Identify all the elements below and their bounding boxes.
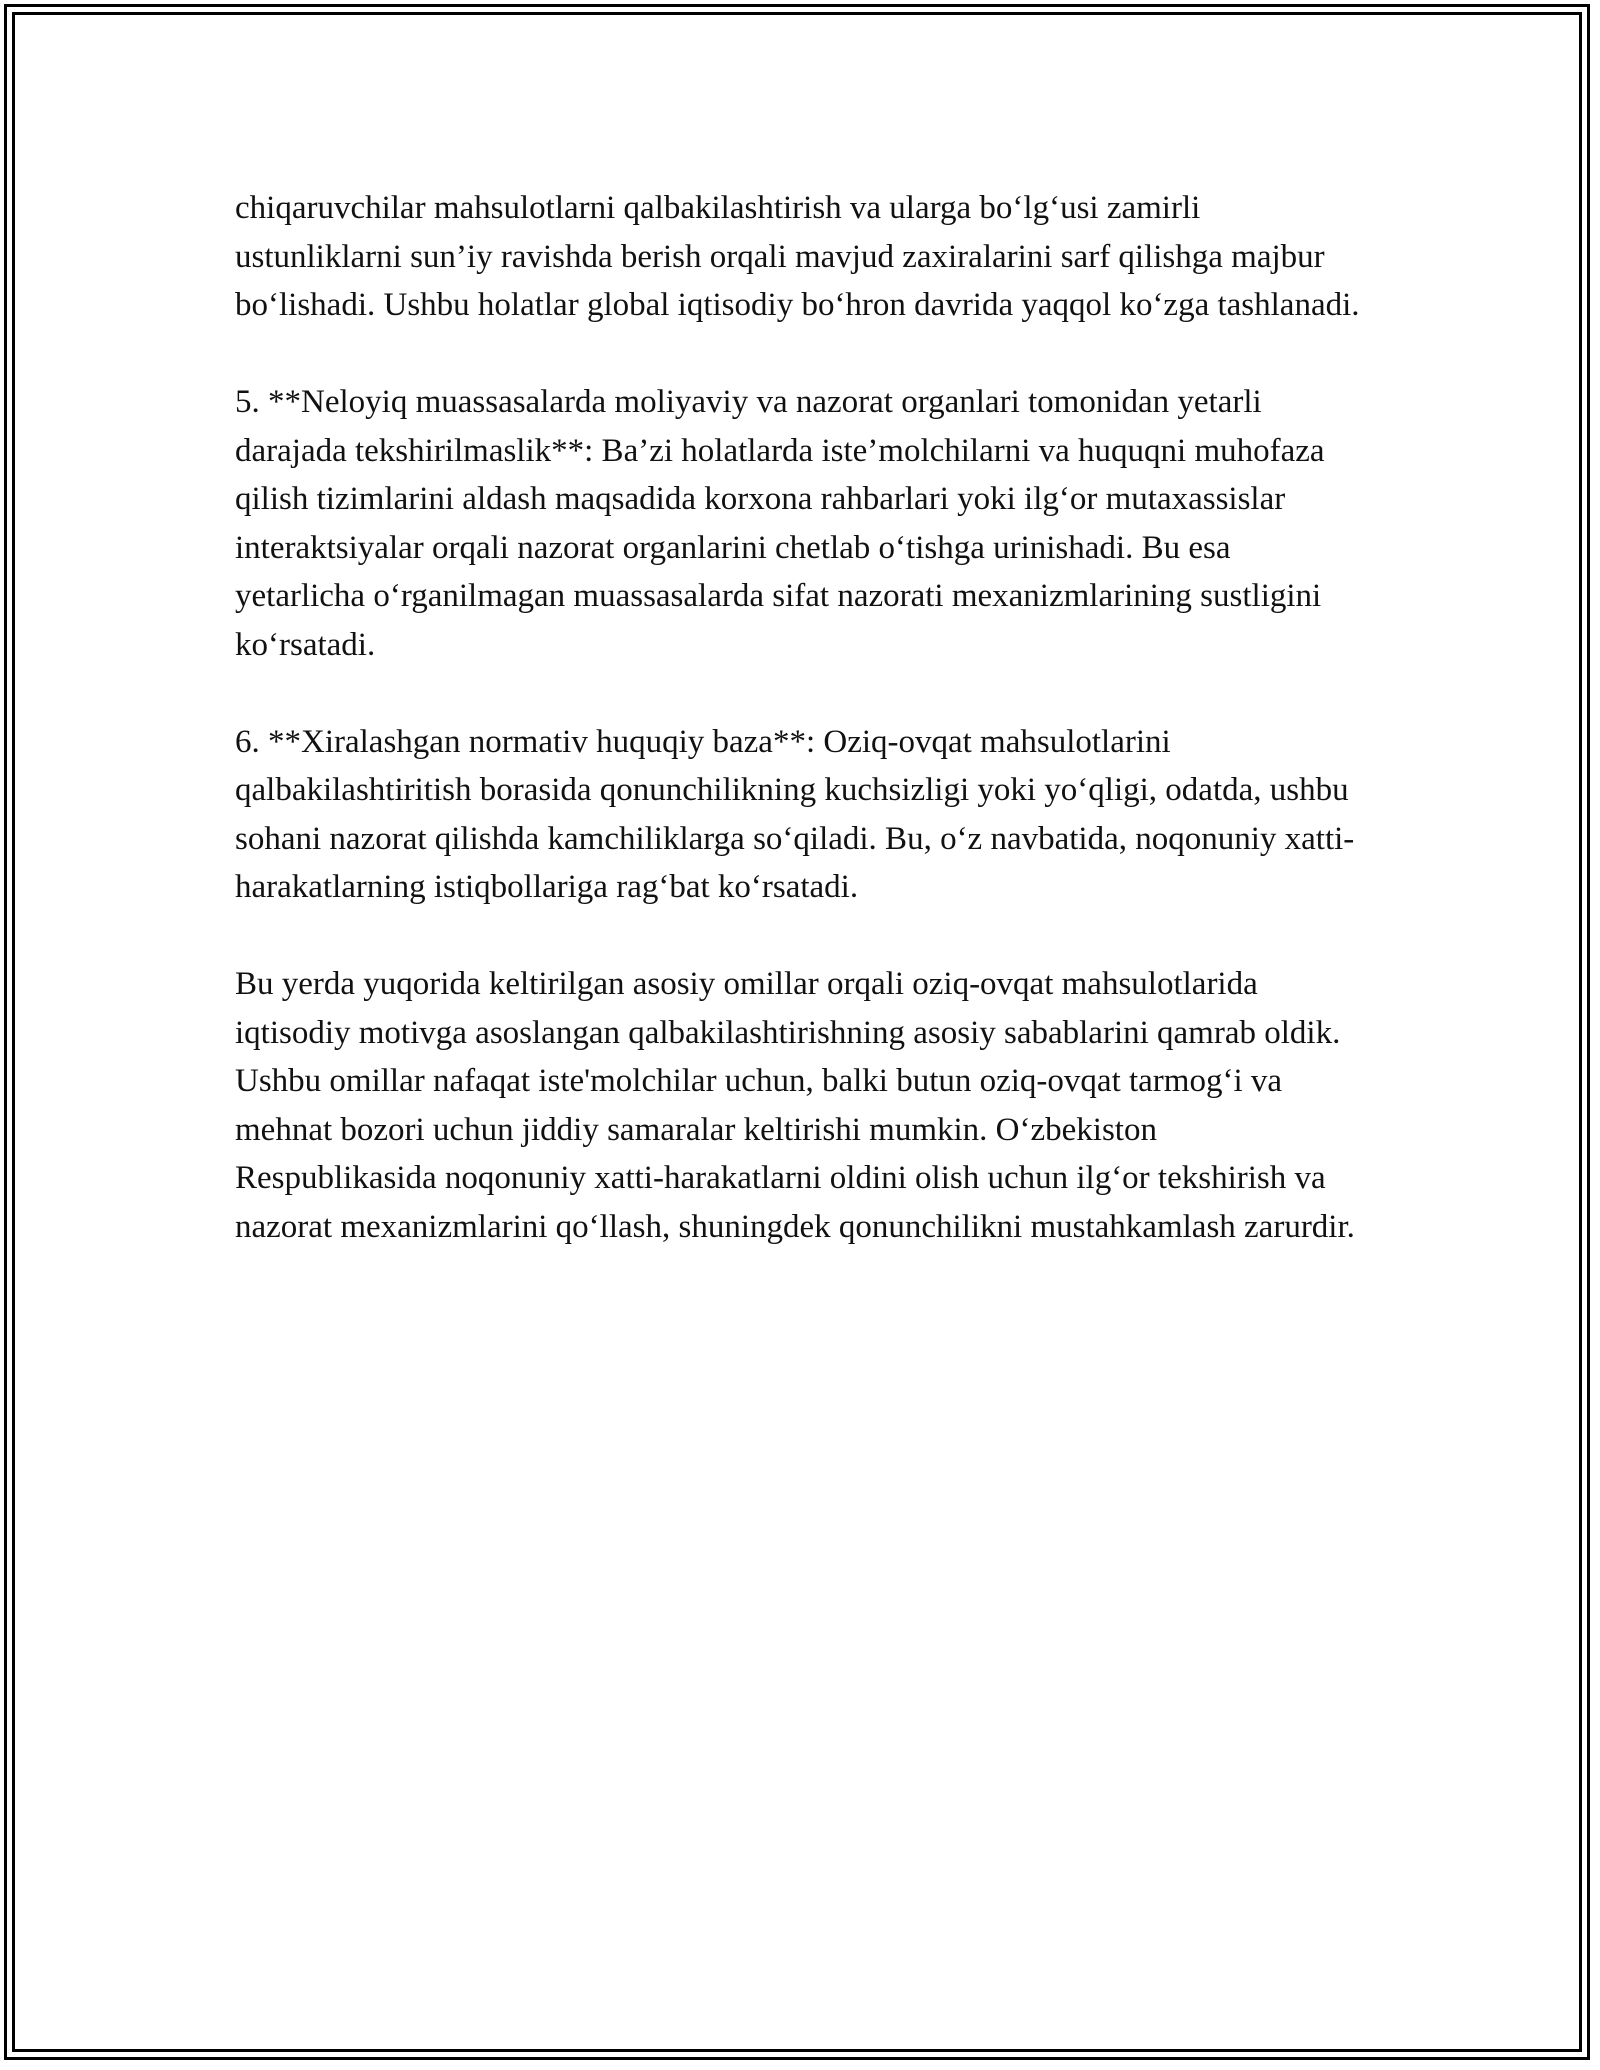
paragraph-conclusion: Bu yerda yuqorida keltirilgan asosiy omillar orqali oziq-ovqat mahsulotlarida iqtisodiy motivga asoslangan qalbakilashtirishning asosiy sabablarini qamrab oldik. Ushbu omillar nafaqat iste'molchilar uchun, balki butun oziq-ovqat tarmog‘i va mehnat bozori uchun jiddiy samaralar keltirishi mumkin. O‘zbekiston Respublikasida noqonuniy xatti-harakatlarni oldini olish uchun ilg‘or tekshirish va nazorat mexanizmlarini qo‘llash, shuningdek qonunchilikni mustahkamlash zarurdir.: [235, 966, 1355, 1245]
document-body: [235, 184, 1365, 1300]
paragraph-item-5: 5. **Neloyiq muassasalarda moliyaviy va nazorat organlari tomonidan yetarli darajada tekshirilmaslik**: Ba’zi holatlarda iste’molchilarni va huquqni muhofaza qilish tizimlarini aldash maqsadida korxona rahbarlari yoki ilg‘or mutaxassislar interaktsiyalar orqali nazorat organlarini chetlab o‘tishga urinishadi. Bu esa yetarlicha o‘rganilmagan muassasalarda sifat nazorati mexanizmlarining sustligini ko‘rsatadi.: [235, 384, 1325, 663]
paragraph-continuation: chiqaruvchilar mahsulotlarni qalbakilashtirish va ularga bo‘lg‘usi zamirli ustunliklarni sun’iy ravishda berish orqali mavjud zaxiralarini sarf qilishga majbur bo‘lishadi. Ushbu holatlar global iqtisodiy bo‘hron davrida yaqqol ko‘zga tashlanadi.: [235, 190, 1360, 323]
paragraph-item-6: 6. **Xiralashgan normativ huquqiy baza**: Oziq-ovqat mahsulotlarini qalbakilashtiritish borasida qonunchilikning kuchsizligi yoki yo‘qligi, odatda, ushbu sohani nazorat qilishda kamchiliklarga so‘qiladi. Bu, o‘z navbatida, noqonuniy xatti-harakatlarning istiqbollariga rag‘bat ko‘rsatadi.: [235, 723, 1355, 905]
